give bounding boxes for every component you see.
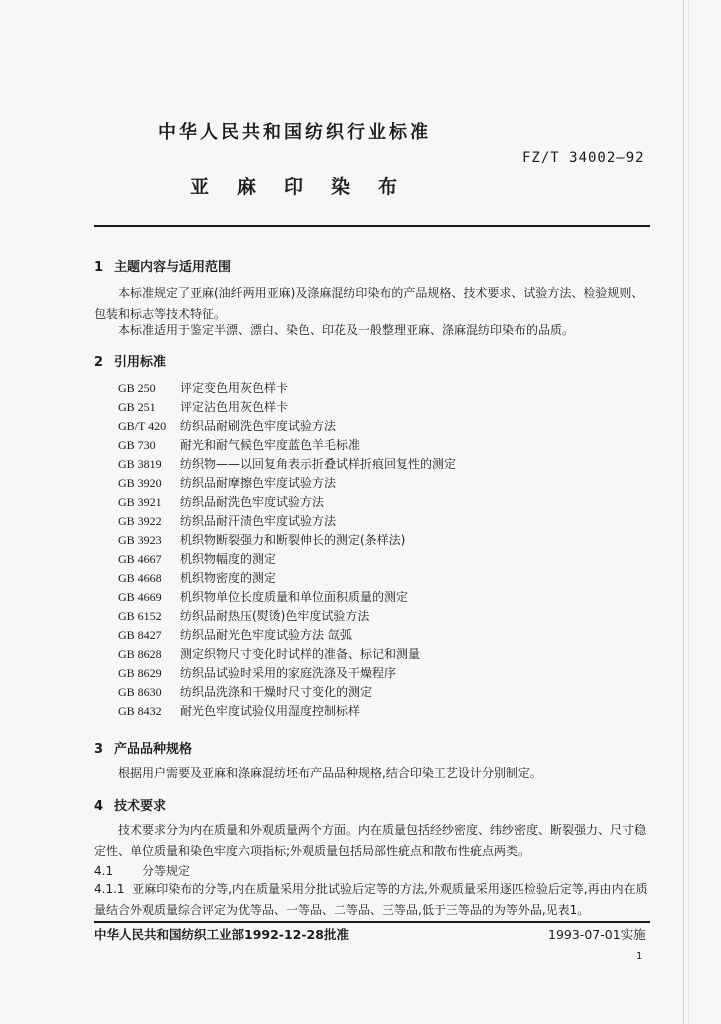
scan-edge-line bbox=[683, 0, 684, 1024]
reference-list bbox=[118, 379, 456, 721]
reference-title: 纺织品洗涤和干燥时尺寸变化的测定 bbox=[180, 685, 373, 699]
reference-code: GB 250 bbox=[118, 381, 156, 395]
reference-item bbox=[118, 626, 456, 645]
reference-item bbox=[118, 512, 456, 531]
footer-divider bbox=[94, 921, 650, 923]
reference-title: 测定织物尺寸变化时试样的准备、标记和测量 bbox=[180, 647, 421, 661]
reference-item bbox=[118, 683, 456, 702]
reference-title: 耐光色牢度试验仪用湿度控制标样 bbox=[180, 704, 361, 718]
clause-text: 亚麻印染布的分等,内在质量采用分批试验后定等的方法,外观质量采用逐匹检验后定等,再由内在质量结合外观质量综合评定为优等品、一等品、二等品、三等品,低于三等品的为等外品,见表1。 bbox=[94, 882, 648, 917]
reference-title: 纺织品耐刷洗色牢度试验方法 bbox=[180, 419, 337, 433]
section-4-paragraph: 技术要求分为内在质量和外观质量两个方面。内在质量包括经纱密度、纬纱密度、断裂强力、尺寸稳定性、单位质量和染色牢度六项指标;外观质量包括局部性疵点和散布性疵点两类。 bbox=[94, 823, 647, 858]
subsection-4-1-1 bbox=[94, 879, 654, 921]
reference-item bbox=[118, 493, 456, 512]
reference-item bbox=[118, 417, 456, 436]
scan-edge-line bbox=[688, 0, 689, 1024]
section-title: 主题内容与适用范围 bbox=[114, 260, 232, 275]
header-divider bbox=[94, 225, 650, 227]
reference-title: 纺织品耐光色牢度试验方法 氙弧 bbox=[180, 628, 352, 642]
section-title: 技术要求 bbox=[114, 799, 167, 814]
reference-title: 纺织品试验时采用的家庭洗涤及干燥程序 bbox=[180, 666, 397, 680]
reference-item bbox=[118, 398, 456, 417]
reference-code: GB 3819 bbox=[118, 457, 162, 471]
reference-code: GB 3922 bbox=[118, 514, 162, 528]
section-3-heading bbox=[94, 738, 192, 757]
reference-title: 纺织品耐洗色牢度试验方法 bbox=[180, 495, 325, 509]
reference-code: GB 4669 bbox=[118, 590, 162, 604]
reference-title: 机织物断裂强力和断裂伸长的测定(条样法) bbox=[180, 533, 406, 547]
reference-item bbox=[118, 569, 456, 588]
reference-title: 纺织物——以回复角表示折叠试样折痕回复性的测定 bbox=[180, 457, 457, 471]
implementation-date: 1993-07-01实施 bbox=[548, 927, 646, 942]
section-1-paragraph-1: 本标准规定了亚麻(油纤两用亚麻)及涤麻混纺印染布的产品规格、技术要求、试验方法、检验规则、包装和标志等技术特征。 bbox=[94, 286, 644, 321]
reference-code: GB 3920 bbox=[118, 476, 162, 490]
reference-code: GB 8629 bbox=[118, 666, 162, 680]
reference-title: 纺织品耐摩擦色牢度试验方法 bbox=[180, 476, 337, 490]
subsection-number: 4.1 bbox=[94, 864, 114, 878]
reference-code: GB 3921 bbox=[118, 495, 162, 509]
reference-item bbox=[118, 455, 456, 474]
section-number: 3 bbox=[94, 742, 104, 757]
reference-item bbox=[118, 588, 456, 607]
reference-code: GB 4668 bbox=[118, 571, 162, 585]
reference-title: 评定沾色用灰色样卡 bbox=[180, 400, 289, 414]
reference-code: GB 8432 bbox=[118, 704, 162, 718]
reference-title: 机织物密度的测定 bbox=[180, 571, 277, 585]
reference-title: 机织物幅度的测定 bbox=[180, 552, 277, 566]
standard-code: FZ/T 34002—92 bbox=[522, 150, 645, 166]
subsection-4-1 bbox=[94, 862, 190, 879]
reference-item bbox=[118, 702, 456, 721]
clause-number: 4.1.1 bbox=[94, 882, 125, 896]
reference-item bbox=[118, 379, 456, 398]
section-1-heading bbox=[94, 256, 231, 275]
section-title: 产品品种规格 bbox=[114, 742, 193, 757]
subsection-title: 分等规定 bbox=[142, 864, 191, 878]
reference-title: 评定变色用灰色样卡 bbox=[180, 381, 289, 395]
reference-code: GB 251 bbox=[118, 400, 156, 414]
reference-item bbox=[118, 645, 456, 664]
reference-item bbox=[118, 607, 456, 626]
reference-title: 纺织品耐汗渍色牢度试验方法 bbox=[180, 514, 337, 528]
section-1-paragraph-2: 本标准适用于鉴定半漂、漂白、染色、印花及一般整理亚麻、涤麻混纺印染布的品质。 bbox=[118, 323, 575, 337]
reference-code: GB 8628 bbox=[118, 647, 162, 661]
section-3-paragraph: 根据用户需要及亚麻和涤麻混纺坯布产品品种规格,结合印染工艺设计分别制定。 bbox=[118, 766, 542, 780]
reference-code: GB 730 bbox=[118, 438, 156, 452]
reference-code: GB 3923 bbox=[118, 533, 162, 547]
reference-code: GB 8427 bbox=[118, 628, 162, 642]
standard-title: 中华人民共和国纺织行业标准 bbox=[158, 122, 431, 143]
reference-item bbox=[118, 531, 456, 550]
reference-title: 纺织品耐热压(熨烫)色牢度试验方法 bbox=[180, 609, 370, 623]
section-2-heading bbox=[94, 351, 166, 370]
reference-item bbox=[118, 436, 456, 455]
reference-title: 机织物单位长度质量和单位面积质量的测定 bbox=[180, 590, 409, 604]
section-title: 引用标准 bbox=[114, 355, 167, 370]
reference-item bbox=[118, 664, 456, 683]
page-number: 1 bbox=[636, 951, 643, 962]
reference-code: GB/T 420 bbox=[118, 419, 167, 433]
section-number: 4 bbox=[94, 799, 104, 814]
reference-code: GB 4667 bbox=[118, 552, 162, 566]
reference-item bbox=[118, 550, 456, 569]
reference-title: 耐光和耐气候色牢度蓝色羊毛标准 bbox=[180, 438, 361, 452]
approval-line: 中华人民共和国纺织工业部1992-12-28批准 bbox=[94, 927, 349, 942]
section-4-heading bbox=[94, 795, 166, 814]
reference-code: GB 8630 bbox=[118, 685, 162, 699]
reference-code: GB 6152 bbox=[118, 609, 162, 623]
document-title: 亚麻印染布 bbox=[190, 176, 426, 198]
section-number: 2 bbox=[94, 355, 104, 370]
reference-item bbox=[118, 474, 456, 493]
section-number: 1 bbox=[94, 260, 104, 275]
